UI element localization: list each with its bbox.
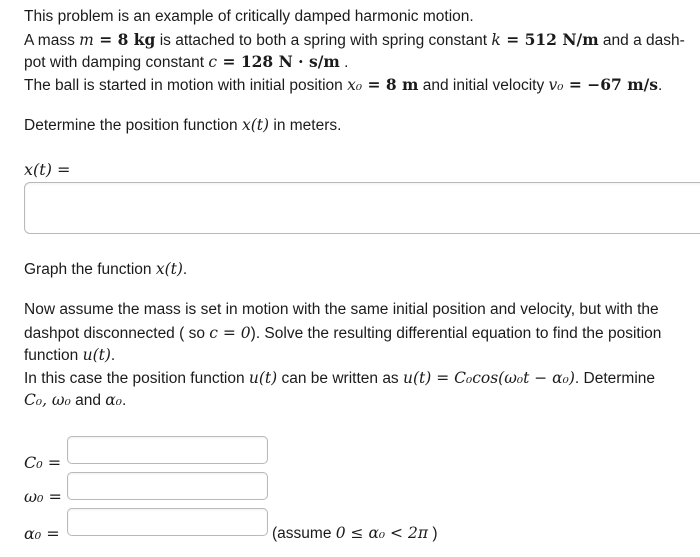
part2-line-4: In this case the position function u(t) can be written as u(t) = C₀cos(ω₀t − α₀). Determine [24,368,656,387]
graph-line: Graph the function x(t). [24,260,188,278]
task-line: Determine the position function x(t) in meters. [24,116,342,134]
part2-line-3: function u(t). [24,346,116,364]
problem-line-4: The ball is started in motion with initial position x₀ = 8 m and initial velocity v₀ = −67 m/s. [24,74,663,94]
part2-line-2: dashpot disconnected ( so c = 0). Solve the resulting differential equation to find the position [24,323,662,342]
a0-label: α₀ = [24,524,60,543]
w0-input[interactable] [67,472,268,500]
intro-line: This problem is an example of critically damped harmonic motion. [24,8,474,25]
problem-line-3: pot with damping constant c = 128 N · s/m . [24,52,349,71]
position-answer-input[interactable] [24,182,700,234]
c0-label: C₀ = [24,453,62,472]
alpha-range-note: (assume 0 ≤ α₀ < 2π ) [272,524,438,542]
c0-input[interactable] [67,436,268,464]
part2-line-5: C₀, ω₀ and α₀. [24,391,127,409]
a0-input[interactable] [67,508,268,536]
position-answer-label: x(t) = [24,160,71,179]
part2-line-1: Now assume the mass is set in motion with the same initial position and velocity, but with the [24,301,659,318]
w0-label: ω₀ = [24,487,62,506]
problem-line-2: A mass m = 8 kg is attached to both a spring with spring constant k = 512 N/m and a dash- [24,29,685,49]
